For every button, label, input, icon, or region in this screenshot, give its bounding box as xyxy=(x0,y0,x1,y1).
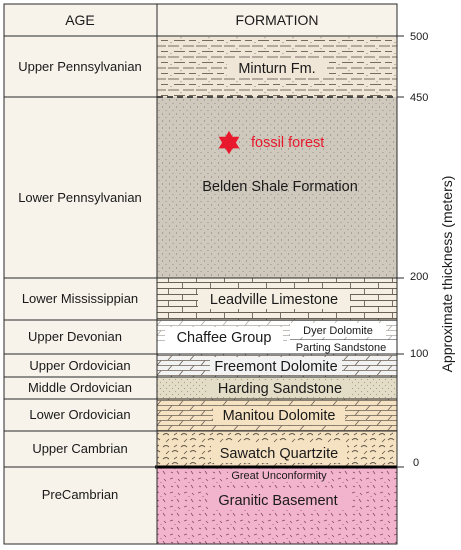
header-age: AGE xyxy=(65,12,95,28)
age-lower-pennsylvanian: Lower Pennsylvanian xyxy=(18,190,142,205)
belden-formation-label: Belden Shale Formation xyxy=(202,179,358,195)
tick-label-0: 0 xyxy=(413,457,420,469)
granite-formation-label: Granitic Basement xyxy=(218,493,338,509)
minturn-formation-label: Minturn Fm. xyxy=(238,61,316,77)
sawatch-formation-label: Sawatch Quartzite xyxy=(219,446,339,462)
manitou-formation-label: Manitou Dolomite xyxy=(222,408,336,424)
age-upper-ordovician: Upper Ordovician xyxy=(29,358,131,373)
age-upper-devonian: Upper Devonian xyxy=(28,329,122,344)
leadville-formation-label: Leadville Limestone xyxy=(209,292,339,308)
tick-label-200: 200 xyxy=(410,271,429,283)
age-upper-cambrian: Upper Cambrian xyxy=(32,441,128,456)
header-row xyxy=(4,4,397,36)
freemont-formation-label: Freemont Dolomite xyxy=(214,359,338,375)
thickness-axis-label: Approximate thickness (meters) xyxy=(439,175,455,373)
parting-sandstone-label: Parting Sandstone xyxy=(295,342,387,354)
age-column xyxy=(4,36,157,544)
age-middle-ordovician: Middle Ordovician xyxy=(27,380,133,395)
header-formation: FORMATION xyxy=(235,12,319,28)
fossil-forest-label: fossil forest xyxy=(251,135,325,151)
age-upper-pennsylvanian: Upper Pennsylvanian xyxy=(18,59,142,74)
tick-label-500: 500 xyxy=(410,31,429,43)
great-unconformity-label: Great Unconformity xyxy=(231,470,327,482)
dyer-dolomite-label: Dyer Dolomite xyxy=(303,325,373,337)
age-lower-mississippian: Lower Mississippian xyxy=(21,291,139,306)
harding-formation-label: Harding Sandstone xyxy=(217,381,343,397)
chaffee-formation-label: Chaffee Group xyxy=(176,330,272,346)
tick-label-100: 100 xyxy=(410,348,429,360)
thickness-axis xyxy=(397,31,455,469)
age-lower-ordovician: Lower Ordovician xyxy=(29,407,131,422)
tick-label-450: 450 xyxy=(410,92,429,104)
age-precambrian: PreCambrian xyxy=(41,487,119,502)
